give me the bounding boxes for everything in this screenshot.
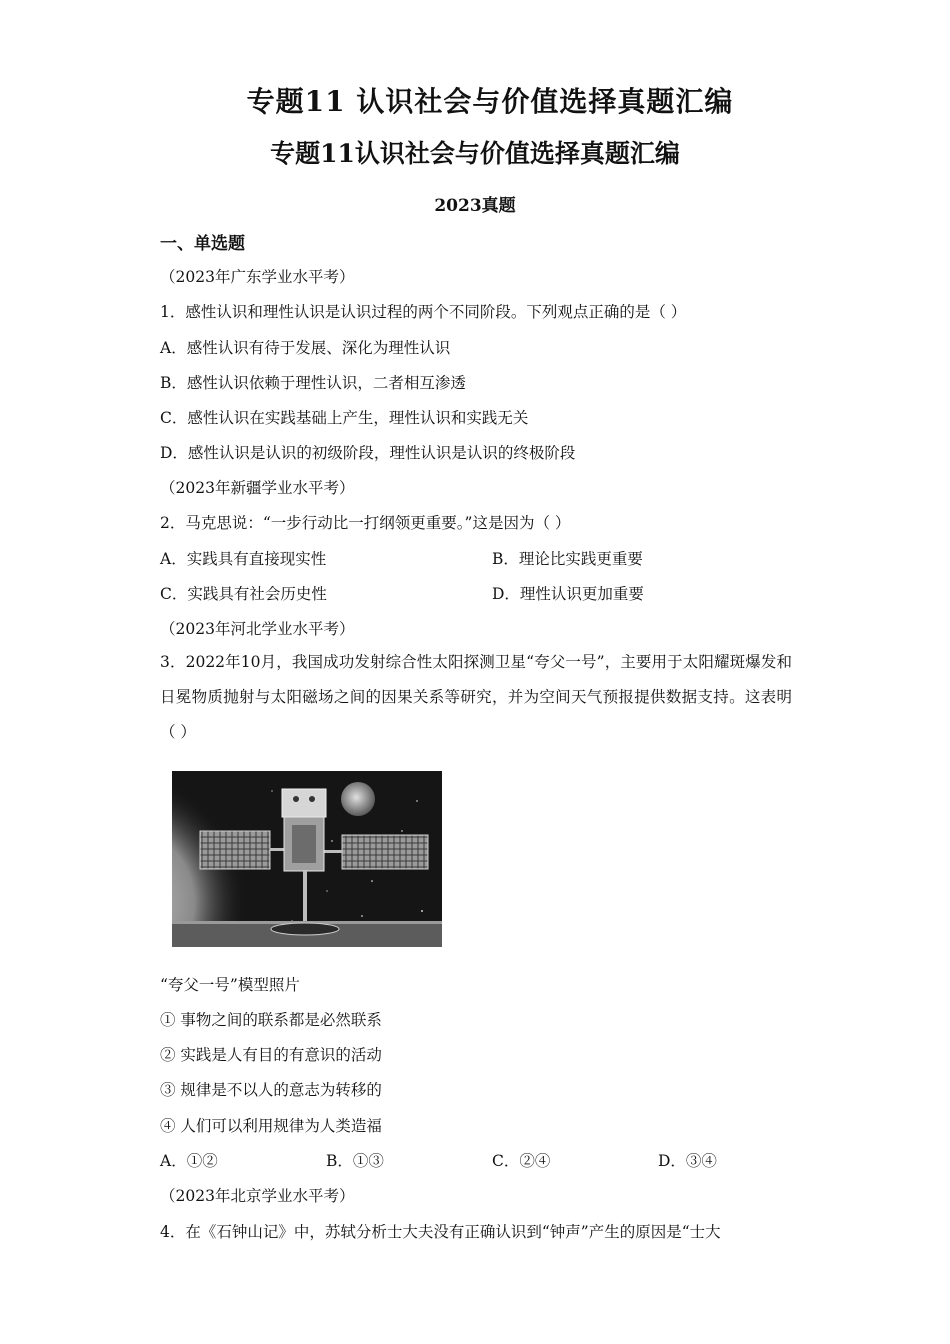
document-subtitle: 专题11认识社会与价值选择真题汇编 — [270, 139, 680, 168]
q3-option-c: C．②④ — [492, 1152, 551, 1170]
q4-stem: 4．在《石钟山记》中，苏轼分析士大夫没有正确认识到“钟声”产生的原因是“士大 — [160, 1223, 721, 1241]
q2-source: （2023年新疆学业水平考） — [160, 479, 355, 497]
q3-option-d: D．③④ — [658, 1152, 717, 1170]
q3-source: （2023年河北学业水平考） — [160, 620, 355, 638]
q1-option-a: A．感性认识有待于发展、深化为理性认识 — [160, 339, 451, 357]
q2-option-d: D．理性认识更加重要 — [492, 585, 644, 603]
q3-option-a: A．①② — [160, 1152, 218, 1170]
q2-option-a: A．实践具有直接现实性 — [160, 550, 327, 568]
q4-source: （2023年北京学业水平考） — [160, 1187, 355, 1205]
q1-source: （2023年广东学业水平考） — [160, 268, 355, 286]
q3-option-b: B．①③ — [326, 1152, 384, 1170]
q1-option-d: D．感性认识是认识的初级阶段，理性认识是认识的终极阶段 — [160, 444, 576, 462]
section-heading: 一、单选题 — [160, 234, 245, 254]
satellite-model-photo — [172, 771, 442, 947]
q3-statement-3: ③ 规律是不以人的意志为转移的 — [160, 1081, 382, 1099]
q3-stem: 3．2022年10月，我国成功发射综合性太阳探测卫星“夸父一号”，主要用于太阳耀斑爆发和日冕物质抛射与太阳磁场之间的因果关系等研究，并为空间天气预报提供数据支持。这表明（ ） — [160, 653, 792, 741]
document-title: 专题11 认识社会与价值选择真题汇编 — [246, 85, 734, 118]
q2-option-b: B．理论比实践更重要 — [492, 550, 643, 568]
year-heading: 2023真题 — [434, 196, 516, 216]
q3-statement-4: ④ 人们可以利用规律为人类造福 — [160, 1117, 382, 1135]
q1-option-b: B．感性认识依赖于理性认识，二者相互渗透 — [160, 374, 466, 392]
q3-photo-caption: “夸父一号”模型照片 — [160, 976, 300, 994]
q3-statement-2: ② 实践是人有目的有意识的活动 — [160, 1046, 382, 1064]
q2-option-c: C．实践具有社会历史性 — [160, 585, 327, 603]
q3-statement-1: ① 事物之间的联系都是必然联系 — [160, 1011, 382, 1029]
q2-stem: 2．马克思说：“一步行动比一打纲领更重要。”这是因为（ ） — [160, 514, 571, 532]
q1-stem: 1．感性认识和理性认识是认识过程的两个不同阶段。下列观点正确的是（ ） — [160, 303, 687, 321]
q1-option-c: C．感性认识在实践基础上产生，理性认识和实践无关 — [160, 409, 529, 427]
